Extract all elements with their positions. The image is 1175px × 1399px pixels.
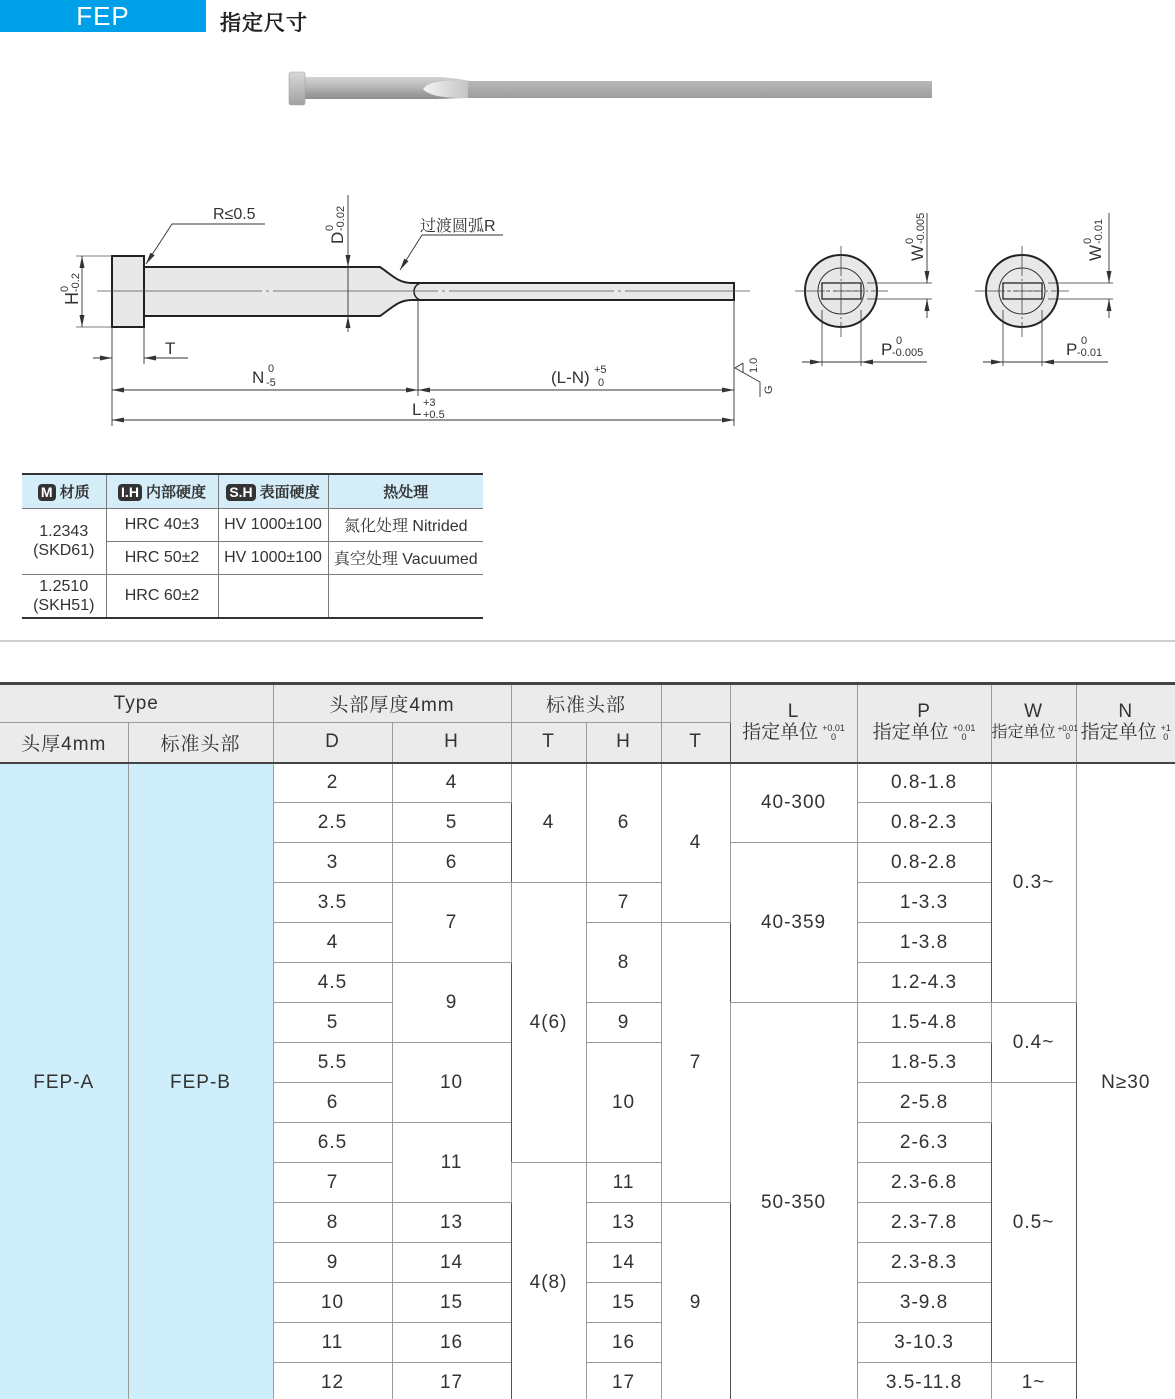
header-h-4mm: H: [392, 723, 511, 763]
d-cell: 2: [273, 763, 392, 803]
t1-cell: 4(6): [511, 883, 586, 1163]
h2-cell: 17: [586, 1363, 661, 1399]
p-cell: 2.3-6.8: [857, 1163, 991, 1203]
h1-cell: 17: [392, 1363, 511, 1399]
header-t: T: [661, 723, 730, 763]
t2-cell: 9: [661, 1203, 730, 1399]
p-cell: 0.8-1.8: [857, 763, 991, 803]
h1-cell: 11: [392, 1123, 511, 1203]
svg-text:0: 0: [598, 377, 605, 389]
cross-section-a-labels: [881, 213, 927, 359]
d-cell: 6.5: [273, 1123, 392, 1163]
head-thickness-label: T: [165, 339, 176, 358]
header-surface-hardness: S.H 表面硬度: [218, 474, 328, 508]
w-cell: 0.3~: [991, 763, 1076, 1003]
d-cell: 3: [273, 843, 392, 883]
svg-text:P: P: [1066, 340, 1078, 359]
svg-text:-0.005: -0.005: [892, 347, 924, 359]
svg-text:(L-N): (L-N): [551, 368, 590, 387]
p-cell: 1-3.3: [857, 883, 991, 923]
h1-cell: 6: [392, 843, 511, 883]
svg-text:P: P: [881, 340, 893, 359]
p-cell: 0.8-2.8: [857, 843, 991, 883]
h1-cell: 13: [392, 1203, 511, 1243]
header-t-standard: T: [511, 723, 586, 763]
t2-cell: 7: [661, 923, 730, 1203]
material-badge-icon: M: [38, 484, 56, 501]
corner-radius-label: R≤0.5: [213, 206, 256, 223]
svg-text:0: 0: [268, 363, 275, 375]
material-table: [22, 473, 483, 619]
table-row: [22, 508, 483, 541]
spec-table-container: [0, 682, 1175, 1399]
h1-cell: 5: [392, 803, 511, 843]
cross-section-a: [795, 213, 932, 366]
d-cell: 4.5: [273, 963, 392, 1003]
internal-hardness-cell: HRC 40±3: [106, 508, 218, 541]
header-head-thickness-4mm: 头部厚度4mm: [273, 684, 511, 723]
header-material: M 材质: [22, 474, 106, 508]
svg-text:-5: -5: [266, 377, 276, 389]
surface-hardness-cell: [218, 574, 328, 618]
svg-text:-0.005: -0.005: [915, 212, 927, 244]
d-cell: 5: [273, 1003, 392, 1043]
spec-table: [0, 682, 1175, 1399]
p-cell: 2-6.3: [857, 1123, 991, 1163]
internal-hardness-badge-icon: I.H: [118, 484, 142, 501]
header-blank: [661, 684, 730, 723]
l-cell: 40-300: [730, 763, 857, 843]
svg-text:-0.02: -0.02: [335, 205, 347, 231]
h2-cell: 6: [586, 763, 661, 883]
page-title: 指定尺寸: [220, 12, 308, 35]
d-cell: 9: [273, 1243, 392, 1283]
t1-cell: 4: [511, 763, 586, 883]
w-cell: 0.5~: [991, 1083, 1076, 1363]
h1-cell: 14: [392, 1243, 511, 1283]
l-cell: 50-350: [730, 1003, 857, 1399]
p-cell: 1.5-4.8: [857, 1003, 991, 1043]
surface-hardness-cell: HV 1000±100: [218, 508, 328, 541]
material-cell: 1.2343 (SKD61): [22, 508, 106, 574]
tolerance: +1 0: [1160, 723, 1171, 743]
section-divider: [0, 640, 1175, 642]
table-row: [0, 763, 1175, 803]
svg-text:+0.5: +0.5: [423, 409, 445, 421]
d-cell: 11: [273, 1323, 392, 1363]
h2-cell: 11: [586, 1163, 661, 1203]
heat-treatment-cell: 真空处理 Vacuumed: [328, 541, 483, 574]
h1-cell: 9: [392, 963, 511, 1043]
header-type-a: 头厚4mm: [0, 723, 128, 763]
transition-arc-label: 过渡圆弧R: [420, 218, 496, 235]
svg-text:N: N: [252, 368, 265, 387]
svg-text:-0.2: -0.2: [70, 273, 82, 292]
tolerance: +0.01 0: [1057, 724, 1078, 742]
n-cell: N≥30: [1076, 763, 1175, 1399]
surface-hardness-badge-icon: S.H: [226, 484, 255, 501]
header-standard-head: 标准头部: [511, 684, 661, 723]
svg-text:0: 0: [896, 335, 903, 347]
svg-text:W: W: [1086, 244, 1105, 261]
d-cell: 10: [273, 1283, 392, 1323]
header-d: D: [273, 723, 392, 763]
table-row: [22, 574, 483, 618]
h1-cell: 7: [392, 883, 511, 963]
h2-cell: 13: [586, 1203, 661, 1243]
p-cell: 2.3-7.8: [857, 1203, 991, 1243]
header-internal-hardness: I.H 内部硬度: [106, 474, 218, 508]
svg-text:W: W: [908, 244, 927, 261]
d-cell: 3.5: [273, 883, 392, 923]
h2-cell: 14: [586, 1243, 661, 1283]
p-cell: 3.5-11.8: [857, 1363, 991, 1399]
p-cell: 2-5.8: [857, 1083, 991, 1123]
svg-text:-0.01: -0.01: [1077, 347, 1103, 359]
side-view-drawing: [76, 195, 760, 426]
h1-cell: 10: [392, 1043, 511, 1123]
svg-text:D: D: [328, 231, 347, 244]
tolerance: +0.01 0: [822, 723, 845, 743]
tolerance: +0.01 0: [952, 723, 976, 743]
n-length-label: [252, 363, 276, 389]
svg-text:H: H: [62, 292, 82, 305]
w-cell: 1~: [991, 1363, 1076, 1399]
svg-text:+3: +3: [423, 397, 436, 409]
svg-text:0: 0: [59, 285, 71, 292]
t1-cell: 4(8): [511, 1163, 586, 1399]
type-a-cell: FEP-A: [0, 763, 128, 1399]
h2-cell: 9: [586, 1003, 661, 1043]
internal-hardness-cell: HRC 60±2: [106, 574, 218, 618]
svg-text:L: L: [412, 400, 422, 419]
w-cell: 0.4~: [991, 1003, 1076, 1083]
header-type: Type: [0, 684, 273, 723]
t2-cell: 4: [661, 763, 730, 923]
material-table-header: [22, 474, 483, 508]
svg-text:0: 0: [1081, 335, 1088, 347]
surface-hardness-cell: HV 1000±100: [218, 541, 328, 574]
type-b-cell: FEP-B: [128, 763, 273, 1399]
h2-cell: 8: [586, 923, 661, 1003]
h1-cell: 15: [392, 1283, 511, 1323]
head-height-label: [59, 273, 82, 305]
p-cell: 3-9.8: [857, 1283, 991, 1323]
heat-treatment-cell: [328, 574, 483, 618]
svg-text:0: 0: [904, 237, 916, 244]
diameter-label: [324, 206, 347, 244]
total-length-label: [412, 397, 445, 421]
d-cell: 12: [273, 1363, 392, 1399]
cross-section-b-labels: [1066, 219, 1105, 359]
h1-cell: 16: [392, 1323, 511, 1363]
h2-cell: 10: [586, 1043, 661, 1163]
d-cell: 6: [273, 1083, 392, 1123]
h2-cell: 7: [586, 883, 661, 923]
header-heat-treatment: 热处理: [328, 474, 483, 508]
roughness-value: 1.0: [748, 357, 760, 373]
product-photo: [289, 72, 932, 105]
svg-text:0: 0: [1082, 237, 1094, 244]
h1-cell: 4: [392, 763, 511, 803]
d-cell: 8: [273, 1203, 392, 1243]
svg-text:+5: +5: [594, 364, 607, 376]
h2-cell: 16: [586, 1323, 661, 1363]
d-cell: 2.5: [273, 803, 392, 843]
heat-treatment-cell: 氮化处理 Nitrided: [328, 508, 483, 541]
p-cell: 1.2-4.3: [857, 963, 991, 1003]
product-drawing: [0, 0, 1175, 460]
p-cell: 0.8-2.3: [857, 803, 991, 843]
internal-hardness-cell: HRC 50±2: [106, 541, 218, 574]
header-h-standard: H: [586, 723, 661, 763]
p-cell: 1.8-5.3: [857, 1043, 991, 1083]
d-cell: 4: [273, 923, 392, 963]
header-l: L 指定单位 +0.01 0: [730, 684, 857, 763]
header-w: W 指定单位 +0.01 0: [991, 684, 1076, 763]
header-n: N 指定单位 +1 0: [1076, 684, 1175, 763]
l-cell: 40-359: [730, 843, 857, 1003]
svg-text:0: 0: [324, 224, 336, 231]
h2-cell: 15: [586, 1283, 661, 1323]
header-type-b: 标准头部: [128, 723, 273, 763]
ln-length-label: [551, 364, 607, 389]
p-cell: 1-3.8: [857, 923, 991, 963]
d-cell: 5.5: [273, 1043, 392, 1083]
material-cell: 1.2510 (SKH51): [22, 574, 106, 618]
p-cell: 2.3-8.3: [857, 1243, 991, 1283]
svg-text:-0.01: -0.01: [1093, 218, 1105, 244]
spec-header-row-1: [0, 684, 1175, 723]
d-cell: 7: [273, 1163, 392, 1203]
product-code-banner: FEP: [0, 0, 206, 32]
grinding-grade: G: [763, 385, 775, 394]
p-cell: 3-10.3: [857, 1323, 991, 1363]
header-p: P 指定单位 +0.01 0: [857, 684, 991, 763]
